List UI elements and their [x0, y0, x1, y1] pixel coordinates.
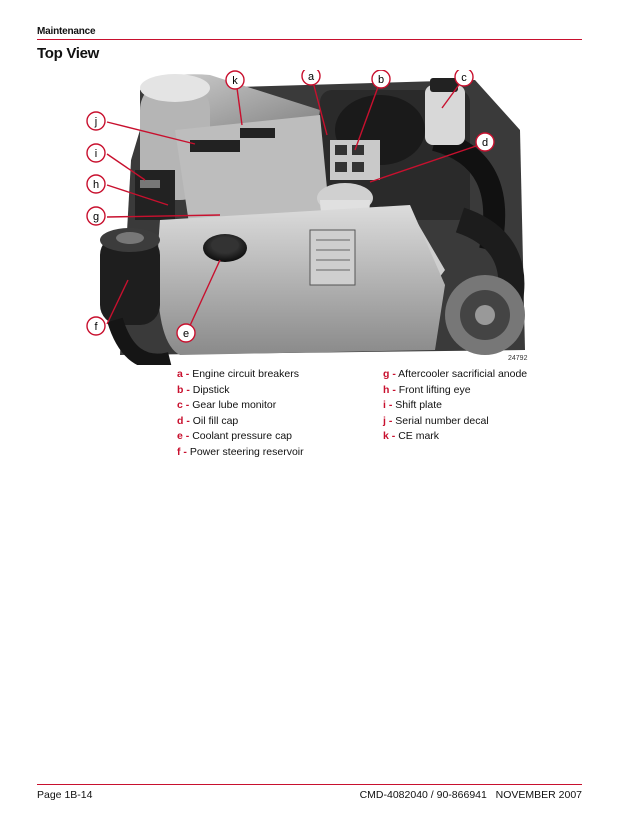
legend-key: e -: [177, 430, 190, 443]
legend-key: a -: [177, 368, 190, 380]
callout-i: [87, 144, 105, 162]
svg-text:e: e: [182, 328, 190, 340]
page-heading: Top View: [37, 45, 100, 62]
legend-text: Coolant pressure cap: [192, 430, 292, 443]
legend-text: Power steering reservoir: [189, 445, 304, 458]
legend-text: Serial number decal: [395, 414, 489, 427]
legend-right: [383, 367, 527, 445]
svg-text:b: b: [377, 74, 385, 86]
section-title: Maintenance: [37, 26, 96, 37]
legend-item: [177, 383, 304, 399]
callout-f: [87, 317, 105, 335]
svg-text:a: a: [307, 71, 315, 83]
legend-item: [177, 445, 304, 461]
legend-text: Shift plate: [395, 399, 442, 412]
legend-key: k -: [383, 430, 396, 443]
callout-a: [302, 70, 320, 85]
legend-item: [177, 429, 304, 445]
footer-rule: [37, 784, 582, 785]
callout-b: [372, 70, 390, 88]
legend-key: d -: [177, 414, 190, 427]
legend-text: CE mark: [398, 430, 440, 443]
callout-k: [226, 71, 244, 89]
legend-text: Dipstick: [192, 383, 230, 396]
legend-key: h -: [383, 383, 396, 396]
legend-item: [383, 414, 527, 430]
callout-j: [87, 112, 105, 130]
callout-d: [476, 133, 494, 151]
legend-text: Engine circuit breakers: [192, 368, 299, 380]
legend-key: c -: [177, 399, 190, 412]
callout-h: [87, 175, 105, 193]
legend-left: [177, 367, 304, 461]
legend-key: i -: [383, 399, 393, 412]
footer-doc-number: CMD-4082040 / 90-866941: [359, 789, 487, 801]
svg-text:g: g: [92, 211, 100, 223]
svg-text:c: c: [461, 72, 467, 84]
legend-text: Front lifting eye: [398, 383, 471, 396]
legend-item: [383, 383, 527, 399]
engine-top-view-figure: [80, 70, 530, 365]
header-rule: [37, 39, 582, 40]
svg-text:h: h: [92, 179, 100, 191]
callout-e: [177, 324, 195, 342]
footer-doc-info: [360, 789, 582, 801]
svg-text:i: i: [94, 148, 98, 160]
legend-key: g -: [383, 368, 396, 380]
legend-text: Oil fill cap: [192, 414, 239, 427]
legend-key: b -: [177, 383, 190, 396]
legend-item: [383, 367, 527, 383]
legend-item: [177, 414, 304, 430]
callout-c: [455, 70, 473, 86]
legend-item: [177, 398, 304, 414]
footer-date: NOVEMBER 2007: [495, 789, 582, 801]
legend-text: Gear lube monitor: [192, 399, 277, 412]
svg-text:f: f: [94, 321, 98, 333]
legend-item: [383, 398, 527, 414]
callout-g: [87, 207, 105, 225]
figure-number: 24792: [508, 355, 528, 362]
legend-item: [383, 429, 527, 445]
svg-text:k: k: [232, 75, 238, 87]
svg-text:j: j: [94, 116, 98, 128]
footer-page-number: Page 1B-14: [37, 789, 93, 801]
legend-text: Aftercooler sacrificial anode: [398, 368, 528, 380]
legend-item: [177, 367, 304, 383]
legend-key: j -: [383, 414, 393, 427]
svg-text:d: d: [481, 137, 489, 149]
engine-illustration: [80, 70, 530, 365]
legend-key: f -: [177, 445, 187, 458]
